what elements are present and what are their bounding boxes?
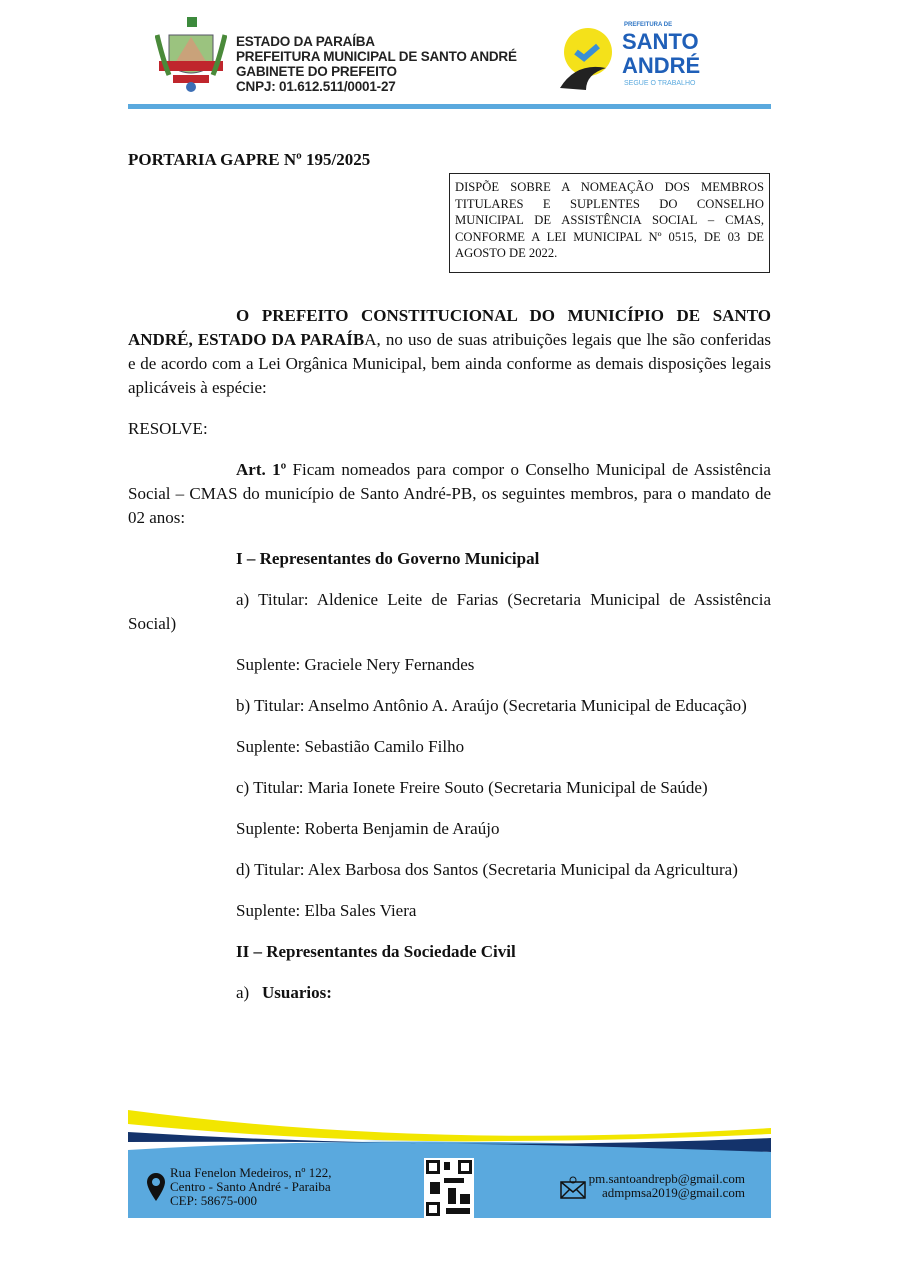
member-suplente-b: Suplente: Sebastião Camilo Filho [236,737,465,756]
header-cnpj: CNPJ: 01.612.511/0001-27 [236,79,396,94]
logo-line1: SANTO [622,29,699,54]
article-1-text: Ficam nomeados para compor o Conselho Municipal de Assistência Social – CMAS do município de Santo André-PB, os seguintes membros, para o mandato de 02 anos: [128,460,771,527]
member-suplente-c: Suplente: Roberta Benjamin de Araújo [236,819,500,838]
address-cep: CEP: 58675-000 [170,1193,258,1208]
document-body [128,304,771,1022]
footer-banner [128,1110,771,1218]
section2-subitem [236,981,771,1005]
article-1-label: Art. 1º [236,460,287,479]
logo-line2: ANDRÉ [622,53,701,78]
header-prefecture: PREFEITURA MUNICIPAL DE SANTO ANDRÉ [236,49,517,64]
member-titular-b: b) Titular: Anselmo Antônio A. Araújo (Secretaria Municipal de Educação) [236,696,747,715]
preamble-bold: O PREFEITO CONSTITUCIONAL DO MUNICÍPIO DE SANTO ANDRÉ, ESTADO DA PARAÍB [128,306,771,349]
email-2: admpmsa2019@gmail.com [601,1185,745,1200]
portaria-title: PORTARIA GAPRE Nº 195/2025 [128,150,371,169]
municipal-crest [155,15,227,93]
sun-road-icon [556,22,620,92]
member-titular-a: a) Titular: Aldenice Leite de Farias (Secretaria Municipal de Assistência Social) [128,590,771,633]
summary-box: DISPÕE SOBRE A NOMEAÇÃO DOS MEMBROS TITULARES E SUPLENTES DO CONSELHO MUNICIPAL DE ASSISTÊNCIA SOCIAL – CMAS, CONFORME A LEI MUNICIPAL Nº 0515, DE 03 DE AGOSTO DE 2022. [449,173,770,273]
member-suplente-a: Suplente: Graciele Nery Fernandes [236,655,475,674]
member-titular-c: c) Titular: Maria Ionete Freire Souto (Secretaria Municipal de Saúde) [236,778,708,797]
resolve: RESOLVE: [128,419,208,438]
header-divider [128,104,771,109]
logo-wordmark [622,30,700,78]
header-state: ESTADO DA PARAÍBA [236,34,375,49]
location-pin-icon [146,1172,166,1202]
section2-heading: II – Representantes da Sociedade Civil [236,942,516,961]
qr-code [424,1158,474,1218]
address-line2: Centro - Santo André - Paraiba [170,1179,331,1194]
logo-tagline: SEGUE O TRABALHO [624,80,696,87]
email-envelope-icon [560,1174,586,1200]
article-1 [128,458,771,530]
email-1: pm.santoandrepb@gmail.com [588,1171,745,1186]
preamble-text: A, no uso de suas atribuições legais que lhe são conferidas e de acordo com a Lei Orgânica Municipal, bem ainda conforme as demais disposições legais aplicáveis à espécie: [128,330,771,397]
header-text [236,34,517,94]
header-office: GABINETE DO PREFEITO [236,64,397,79]
member-suplente-d: Suplente: Elba Sales Viera [236,901,417,920]
footer-address [170,1166,331,1208]
subitem-label: Usuarios: [261,983,332,1002]
subitem-prefix: a) [236,983,250,1002]
santo-andre-logo [556,18,726,98]
address-line1: Rua Fenelon Medeiros, nº 122, [170,1165,332,1180]
preamble [128,304,771,400]
logo-small-text: PREFEITURA DE [624,22,673,28]
member-titular-d: d) Titular: Alex Barbosa dos Santos (Secretaria Municipal da Agricultura) [236,860,738,879]
section1-heading: I – Representantes do Governo Municipal [236,549,540,568]
footer-emails [589,1172,745,1200]
